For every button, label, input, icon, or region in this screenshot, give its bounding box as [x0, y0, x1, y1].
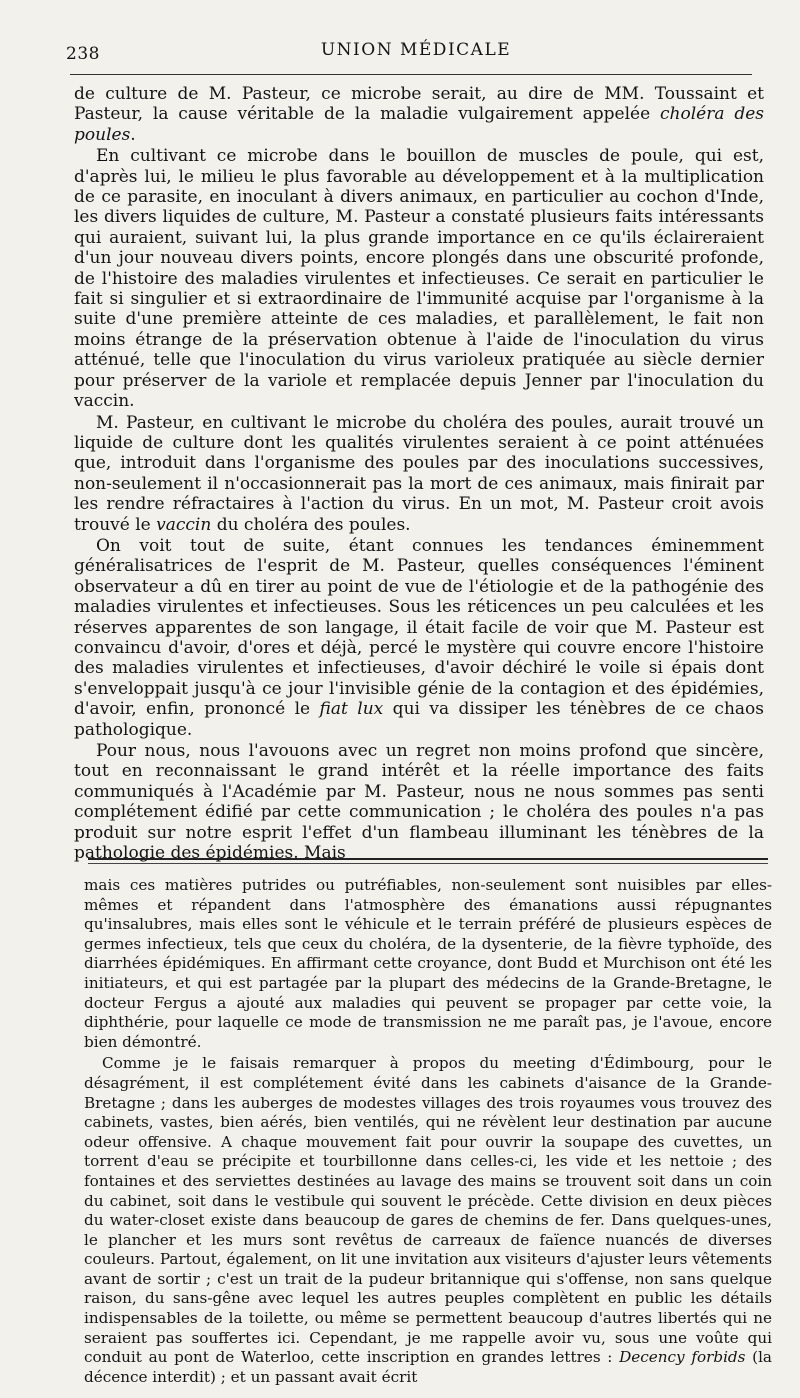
- page-header: [66, 36, 766, 70]
- feuilleton-section: [84, 876, 772, 1387]
- main-paragraph-1: de culture de M. Pasteur, ce microbe serait, au dire de MM. Toussaint et Pasteur, la cause véritable de la maladie vulgairement appelée choléra des poules.: [74, 84, 764, 145]
- feuilleton-paragraph-1: mais ces matières putrides ou putréfiables, non-seulement sont nuisibles par elles-mêmes et répandent dans l'atmosphère des émanations aussi répugnantes qu'insalubres, mais elles sont le véhicule et le terrain préféré de plusieurs espèces de germes infectieux, tels que ceux du choléra, de la dysenterie, de la fièvre typhoïde, des diarrhées épidémiques. En affirmant cette croyance, dont Budd et Murchison ont été les initiateurs, et qui est partagée par la plupart des médecins de la Grande-Bretagne, le docteur Fergus a ajouté aux maladies qui peuvent se propager par cette voie, la diphthérie, pour laquelle ce mode de transmission ne me paraît pas, je l'avoue, encore bien démontré.: [84, 876, 772, 1051]
- main-paragraph-3: M. Pasteur, en cultivant le microbe du choléra des poules, aurait trouvé un liquide de culture dont les qualités virulentes seraient à ce point atténuées que, introduit dans l'organisme des poules par des inoculations successives, non-seulement il n'occasionnerait pas la mort de ces animaux, mais finirait par les rendre réfractaires à l'action du virus. En un mot, M. Pasteur croit avois trouvé le vaccin du choléra des poules.: [74, 412, 764, 535]
- italic-term: choléra des poules: [74, 104, 764, 145]
- main-paragraph-2: En cultivant ce microbe dans le bouillon de muscles de poule, qui est, d'après lui, le milieu le plus favorable au développement et à la multiplication de ce parasite, en inoculant à divers animaux, en particulier au cochon d'Inde, les divers liquides de culture, M. Pasteur a constaté plusieurs faits intéressants qui auraient, suivant lui, la plus grande importance en ce qu'ils éclaireraient d'un jour nouveau divers points, encore plongés dans une obscurité profonde, de l'histoire des maladies virulentes et infectieuses. Ce serait en particulier le fait si singulier et si extraordinaire de l'immunité acquise par l'organisme à la suite d'une première atteinte de ces maladies, et parallèlement, le fait non moins étrange de la préservation obtenue à l'aide de l'inoculation du virus atténué, telle que l'inoculation du virus varioleux pratiquée au siècle dernier pour préserver de la variole et remplacée depuis Jenner par l'inoculation du vaccin.: [74, 146, 764, 412]
- italic-term: fiat lux: [319, 699, 384, 720]
- italic-term: vaccin: [156, 514, 212, 535]
- header-rule: [70, 74, 752, 75]
- main-paragraph-5: Pour nous, nous l'avouons avec un regret non moins profond que sincère, tout en reconnaissant le grand intérêt et la réelle importance des faits communiqués à l'Académie par M. Pasteur, nous ne nous sommes pas senti complétement édifié par cette communication ; le choléra des poules n'a pas produit sur notre esprit l'effet d'un flambeau illuminant les ténèbres de la pathologie des épidémies. Mais: [74, 741, 764, 864]
- feuilleton-separator: [88, 858, 768, 864]
- feuilleton-paragraph-2: Comme je le faisais remarquer à propos du meeting d'Édimbourg, pour le désagrément, il est complétement évité dans les cabinets d'aisance de la Grande-Bretagne ; dans les auberges de modestes villages des trois royaumes vous trouvez des cabinets, vastes, bien aérés, bien ventilés, qui ne révèlent leur destination par aucune odeur offensive. A chaque mouvement fait pour ouvrir la soupape des cuvettes, un torrent d'eau se précipite et tourbillonne dans celles-ci, les vide et les nettoie ; des fontaines et des serviettes destinées au lavage des mains se trouvent soit dans un coin du cabinet, soit dans le vestibule qui souvent le précède. Cette division en deux pièces du water-closet existe dans beaucoup de gares de chemins de fer. Dans quelques-unes, le plancher et les murs sont revêtus de carreaux de faïence nuancés de diverses couleurs. Partout, également, on lit une invitation aux visiteurs d'ajuster leurs vêtements avant de sortir ; c'est un trait de la pudeur britannique qui s'offense, non sans quelque raison, du sans-gêne avec lequel les autres peuples complètent en public les détails indispensables de la toilette, ou même se permettent beaucoup d'autres libertés qui ne seraient pas souffertes ici. Cependant, je me rappelle avoir vu, sous une voûte qui conduit au pont de Waterloo, cette inscription en grandes lettres : Decency forbids (la décence interdit) ; et un passant avait écrit: [84, 1054, 772, 1386]
- main-article: [74, 84, 764, 863]
- main-paragraph-4: On voit tout de suite, étant connues les tendances éminemment généralisatrices de l'esprit de M. Pasteur, quelles conséquences l'éminent observateur a dû en tirer au point de vue de l'étiologie et de la pathogénie des maladies virulentes et infectieuses. Sous les réticences un peu calculées et les réserves apparentes de son langage, il était facile de voir que M. Pasteur est convaincu d'avoir, d'ores et déjà, percé le mystère qui couvre encore l'histoire des maladies virulentes et infectieuses, d'avoir déchiré le voile si épais dont s'enveloppait jusqu'à ce jour l'invisible génie de la contagion et des épidémies, d'avoir, enfin, prononcé le fiat lux qui va dissiper les ténèbres de ce chaos pathologique.: [74, 535, 764, 740]
- italic-term: Decency forbids: [619, 1348, 746, 1367]
- journal-title: UNION MÉDICALE: [320, 40, 512, 60]
- page-number: 238: [66, 44, 100, 64]
